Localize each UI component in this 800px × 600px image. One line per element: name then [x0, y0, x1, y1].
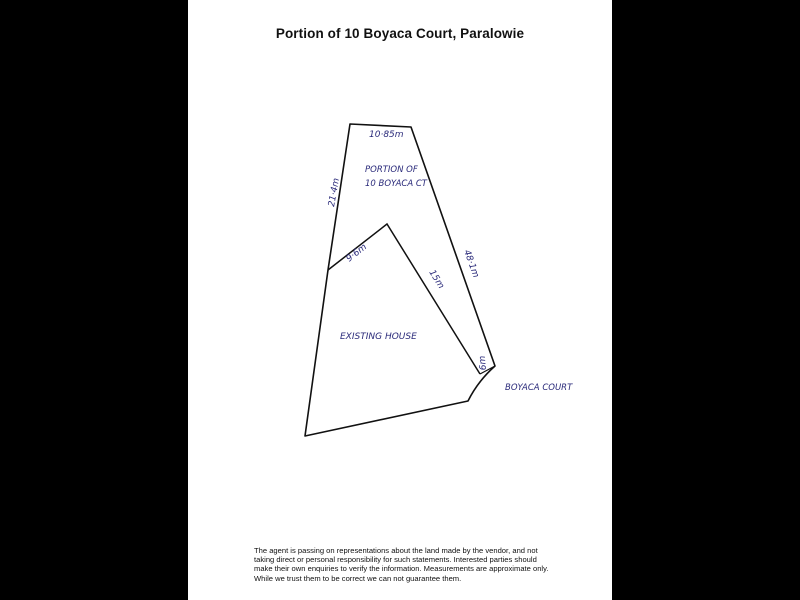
- right-boundary-label: 48·1m: [461, 248, 481, 280]
- portion-label-line1: PORTION OF: [365, 165, 418, 175]
- street-label: BOYACA COURT: [505, 383, 573, 393]
- site-plan-diagram: [188, 0, 612, 600]
- division-line: [328, 224, 480, 374]
- page-title: Portion of 10 Boyaca Court, Paralowie: [275, 26, 525, 41]
- division-long-label: 15m: [426, 268, 446, 291]
- existing-house-label: EXISTING HOUSE: [340, 332, 417, 342]
- document-page: [188, 0, 612, 600]
- portion-label-line2: 10 BOYACA CT: [365, 179, 427, 189]
- left-boundary-label: 21·4m: [327, 177, 342, 208]
- disclaimer-text: The agent is passing on representations about the land made by the vendor, and not taking direct or personal responsibility for such statements. Interested parties should make their own enquiries to verify the information. Measurements are approximate only. While we trust them to be correct we can not guarantee them.: [254, 546, 549, 583]
- division-short-label: 9·6m: [344, 242, 370, 265]
- top-frontage-label: 10·85m: [369, 130, 404, 140]
- curve-frontage-label: 6m: [477, 355, 489, 371]
